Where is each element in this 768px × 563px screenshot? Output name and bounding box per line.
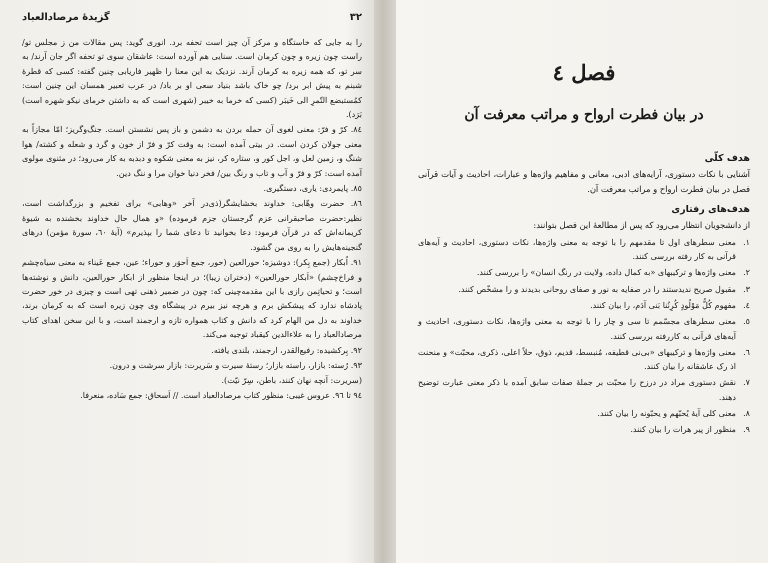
list-item: ٣. مقبول صریح ندیدستند را در صفایه به نور و صفای روحانی بدیدند و را مشخّص کنند.: [458, 283, 750, 294]
page-number: ٣٢: [349, 12, 362, 23]
paragraph: ٩١. اُبکار (جمع بِکر): دوشیزه؛ حورالعین (حور، جمع اَحوَر و حوراء؛ عین، جمع عَیناء به معنی سیاه‌چشم و فراخ‌چشم) «اَبکار حورالعین» (دختران زیبا)؛ در اینجا منظور از ابکار حورالعین، دانش و نوشته‌ها است؛ و تحیاتِمن رازی با این مقدمه‌چینی که: چون در ضمیر ذهنی تهی است و چیزی در خور حضرت پادشاه ندارد که پیشکش برم و هرچه نیز بیرم در پیشگاه وی چون زیره است که به کرمان برند، خداوند به دل من الهام کرد که دانش و کتاب همواره تازه و ارجمند است، و با این سخن اهدای کتاب مرصادالعباد را به علاءالدین کیقباد توجیه می‌کند.: [22, 257, 362, 340]
paragraph: ٨٦. حضرت وهّابی: خداوند بخشایشگر(ذی‌در آخر «وهابی» برای تفخیم و بزرگداشت است، نظیر:حضرت صاحبقرانی عزم گرجستان جزم فرموده) «و همال حال خداوند بخشنده به شیوهٔ کریمانه‌اش که در قرآن فرمود: دعا بخوانید تا دعای شما را بپذیرم» (آیهٔ ٦٠، سورهٔ مؤمن) درهای گنجینه‌هایش را به روی من گشود.: [22, 198, 362, 252]
paragraph: ٨٤. کرّ و فرّ: معنی لغوی آن حمله بردن به دشمن و باز پس نشستن است. جنگ‌وگریز؛ امّا مجازاً به معنی جولان کردن است. در بیتی آمده است: به وقت کرّ و فرّ از خون و گرد و شعله و کشته/ هوا شنگ و، زمین لعل و، اجل کور و، ستاره کر، نیز به معنی شکوه و دبدبه به کار می‌رود؛ در مثنوی مولوی آمده است: کرّ و فرّ و آب و تاب و رنگ بین/ فخر دنیا خوان مرا و ننگ دین.: [22, 124, 362, 178]
list-item: ٤. مفهوم کُلُّ مَوْلُودٍ کُرِنُنا بَنی آدَم، را بیان کنند.: [590, 299, 750, 310]
paragraph: را به جایی که خاستگاه و مرکز آن چیز است تحفه برد. انوری گوید: پس مقالات من ز مجلس تو/ راست چون زیره و چون کرمان است. سنایی هم آورده است: عاشقان سوی تو تحفه اگر جان آرند/ به سر تو، که همه زیره به کرمان آرند. نزدیک به این معنا را ظهیر فاریابی چنین گفته: کسی که قطرهٔ شبنم به پیش ابر برد/ چو خاک باشد بنیاد سعی او بر باد/ در عرب تعبیر همسان این چنین است: کمُستبضع التّمرِ الی خَیبَر (کسی که خرما به خیبر (شهری است که به داشتن خرمای نیکو شهره است) بَرَد).: [22, 37, 362, 120]
chapter-title: در بیان فطرت ارواح و مراتب معرفت آن: [464, 107, 704, 123]
running-title: گزیدهٔ مرصادالعباد: [22, 12, 110, 23]
paragraph: ٩٣. رُسته: بازار، راسته بازار؛ رستهٔ سیرت و سَریرت: بازار سرشت و درون.: [109, 359, 362, 370]
paragraph: ٨٥. پایمردی: یاری، دستگیری.: [263, 183, 362, 194]
commentary-text: [22, 35, 362, 403]
left-page: [0, 0, 378, 563]
list-item: ٧. نقش دستوری مراد در درزح را محبّت بر جملهٔ صفات سابق آمده با ذکر معنی عبارت توضیح دهند.: [418, 377, 750, 402]
list-item: ٩. منظور از پیر هرات را بیان کنند.: [630, 424, 750, 435]
paragraph: (سریرت: آنچه نهان کنند، باطن، سِرّ نیّت).: [221, 375, 362, 386]
behavioral-intro: از دانشجویان انتظار می‌رود که پس از مطالعهٔ این فصل بتوانند:: [533, 220, 750, 231]
list-item: ٦. معنی واژه‌ها و ترکیبهای «بی‌نی قطیفه، مُنبسط، قدیم، ذوق، حلاً اعلی، ذکری، محبّت» و منحنت اذ رک عاشقانه را بیان کنند.: [418, 346, 750, 372]
behavioral-goals-heading: هدف‌های رفتاری: [671, 204, 750, 216]
general-goal-text: آشنایی با نکات دستوری، آرایه‌های ادبی، معانی و مفاهیم واژه‌ها و عبارات، احادیث و آیات قرآنی فصل در بیان فطرت ارواح و مراتب معرفت آن.: [418, 169, 750, 194]
paragraph: ٩٢. بِرکشیده: رفیع‌القدر، ارجمند، بلندی یافته.: [211, 344, 362, 355]
book-gutter: [374, 0, 396, 563]
list-item: ١. معنی سطرهای اول تا مقدمهم را با توجه به معنی واژه‌ها، نکات دستوری، احادیث و آیه‌های قرآنی به کار رفته بررسی کنند.: [418, 236, 750, 262]
list-item: ٢. معنی واژه‌ها و ترکیبهای «به کمال داده، ولایت در رنگ انسان» را بررسی کنند.: [476, 267, 750, 278]
objectives-list: [418, 235, 750, 437]
running-header: [22, 12, 362, 23]
right-page: [396, 0, 768, 563]
general-goal-heading: هدف کلّی: [704, 153, 750, 164]
chapter-number: فصل ٤: [552, 60, 616, 85]
footnote: ٩٤ تا ٩٦. عروس غیبی: منظور کتاب مرصادالعباد است. // اَسحاق: جمع سَاده، منعرفا.: [80, 390, 362, 400]
list-item: ٨. معنی کلی آیهٔ یُحبّهم و یحبّونه را بیان کنند.: [597, 408, 750, 419]
list-item: ٥. معنی سطرهای مجسّمم تا سی و چار را با توجه به معنی واژه‌ها، نکات دستوری، احادیث و آیه‌های قرآنی به کاررفته بررسی کنند.: [418, 316, 750, 341]
